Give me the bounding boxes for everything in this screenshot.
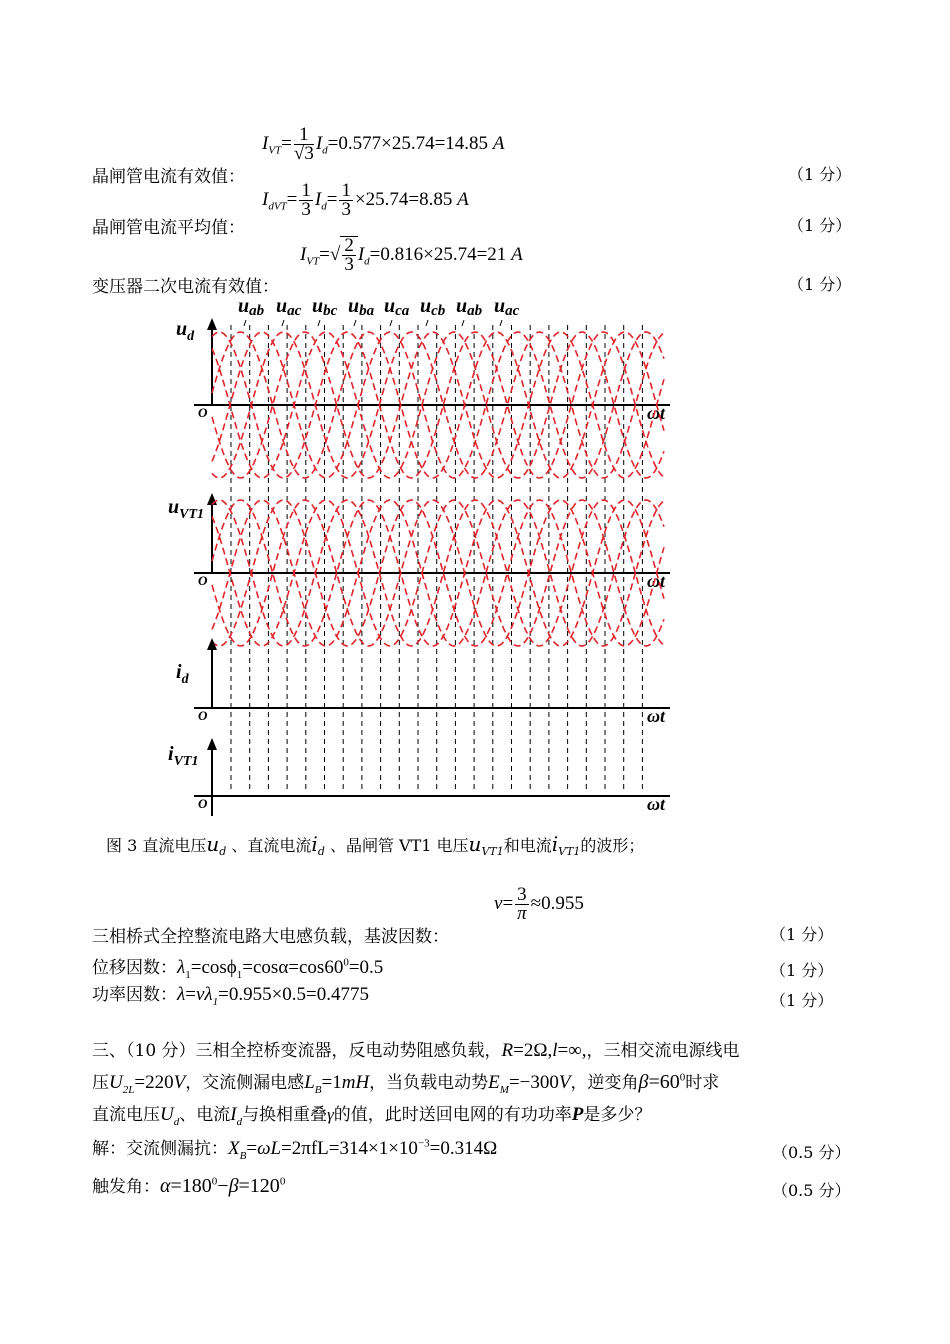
wave-label: uab — [456, 295, 483, 319]
origin-label: O — [198, 708, 208, 723]
label-tick — [354, 320, 356, 326]
score-1: （1 分） — [788, 165, 852, 184]
label-tick — [244, 320, 246, 326]
origin-label: O — [198, 573, 208, 588]
question-line-3: 直流电压$U_d$、电流$I_d$与换相重叠γ的值，此时送回电网的有功功率P是多少？ — [92, 1104, 652, 1128]
score-6: （1 分） — [770, 991, 834, 1010]
axis-label: $u_{VT1}$ — [168, 496, 205, 522]
score-2: （1 分） — [788, 216, 852, 235]
power-factor-label: 功率因数：$\lambda=\nu\lambda_1=0.955\times 0.5=0.4775$ — [92, 984, 370, 1008]
y-axis-arrow — [207, 493, 217, 505]
time-axis-label: ωt — [647, 794, 666, 814]
idvt-formula: $I_{dVT}=$ $\frac{1}{3}$ $I_d=$ $\frac{1}{3}$ ×25.74=8.85 A — [262, 180, 469, 220]
origin-label: O — [198, 796, 208, 811]
axis-label: $u_d$ — [176, 318, 195, 344]
wave-label: uab — [238, 295, 265, 319]
wave-label: uac — [494, 295, 520, 319]
time-axis-label: ωt — [647, 403, 666, 423]
wave-label: uac — [276, 295, 302, 319]
wave-label: ucb — [420, 295, 446, 319]
score-3: （1 分） — [788, 275, 852, 294]
score-7: （0.5 分） — [772, 1143, 851, 1162]
axis-label: $i_d$ — [176, 661, 189, 687]
label-tick — [500, 320, 502, 326]
y-axis-arrow — [207, 738, 217, 750]
rms-current-label: 晶闸管电流有效值： — [92, 167, 245, 187]
label-tick — [462, 320, 464, 326]
origin-label: O — [198, 405, 208, 420]
figure-caption: 图 3 直流电压$u_d$ 、直流电流$i_d$ 、晶闸管 VT1 电压$u_{VT1}$和电流$i_{VT1}$的波形； — [106, 832, 645, 859]
score-4: （1 分） — [770, 925, 834, 944]
score-5: （1 分） — [770, 961, 834, 980]
label-tick — [390, 320, 392, 326]
waveform-figure — [150, 290, 680, 820]
label-tick — [426, 320, 428, 326]
wave-label: ubc — [312, 295, 338, 319]
displacement-label: 位移因数：$\lambda_1=\cos\phi_1=\cos\alpha=\cos 60^0=0.5$ — [92, 956, 384, 981]
time-axis-label: ωt — [647, 706, 666, 726]
label-tick — [282, 320, 284, 326]
label-tick — [318, 320, 320, 326]
question-line-2: 压$U_{2L}=220V$，交流侧漏电感$L_B=1mH$，当负载电动势$E_M=-300V$，逆变角$\beta=60^0$时求 — [92, 1071, 720, 1096]
question-line-1: 三、（10 分）三相全控桥变流器，反电动势阻感负载，R=2Ω,l=∞,，三相交流电源线电 — [92, 1040, 740, 1061]
ivt-formula: $I_{VT}=$ $\frac{1}{√3}$ $I_d=0.577\times 25.74=14.85$ A — [262, 124, 505, 164]
nu-formula: ν= $\frac{3}{\pi}$ ≈0.955 — [494, 884, 584, 924]
score-8: （0.5 分） — [772, 1181, 851, 1200]
time-axis-label: ωt — [647, 571, 666, 591]
axis-label: $i_{VT1}$ — [168, 743, 199, 769]
avg-current-label: 晶闸管电流平均值： — [92, 218, 245, 238]
solution-line-2: 触发角：$\alpha=180^0-\beta=120^0$ — [92, 1175, 286, 1197]
y-axis-arrow — [207, 318, 217, 330]
wave-label: uba — [348, 295, 375, 319]
wave-label: uca — [384, 295, 410, 319]
transformer-formula: $I_{VT}=√$ $\frac{2}{3}$ $I_d=0.816\times 25.74=21$ A — [300, 235, 523, 275]
solution-line-1: 解：交流侧漏抗：$X_B=\omega L=2\pi fL=314\times 1\times 10^{-3}=0.314\Omega$ — [92, 1137, 498, 1162]
secondary-current-label: 变压器二次电流有效值： — [92, 277, 279, 297]
fundamental-factor-label: 三相桥式全控整流电路大电感负载，基波因数： — [92, 927, 449, 947]
